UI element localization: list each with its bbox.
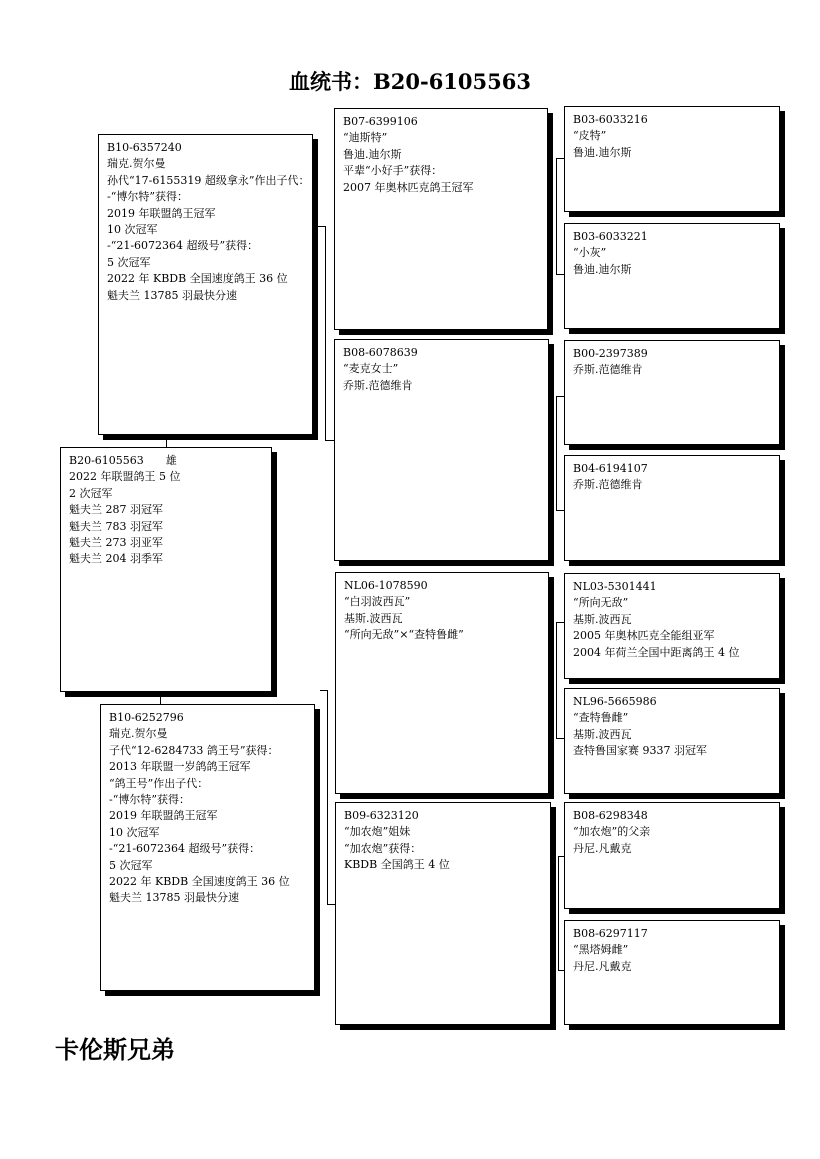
info-line: “加农炮”获得： <box>344 841 422 855</box>
info-line: 丹尼.凡戴克 <box>573 841 632 855</box>
info-line: 2005 年奥林匹克全能组亚军 <box>573 629 715 643</box>
info-line: -“21-6072364 超级号”获得： <box>109 842 261 856</box>
info-line: 2 次冠军 <box>69 486 113 500</box>
info-line: 查特鲁国家赛 9337 羽冠军 <box>573 744 707 758</box>
info-line: 鲁迪.迪尔斯 <box>343 147 402 161</box>
connector <box>327 904 335 905</box>
info-line: “黑塔姆雌” <box>573 943 629 957</box>
info-line: 2019 年联盟鸽王冠军 <box>109 809 218 823</box>
info-line: -“21-6072364 超级号”获得： <box>107 239 259 253</box>
info-line: 乔斯.范德维肯 <box>343 378 413 392</box>
info-line: “查特鲁雌” <box>573 711 629 725</box>
info-line: “迪斯特” <box>343 131 388 145</box>
ring-number: B00-2397389 <box>573 347 648 360</box>
info-line: 乔斯.范德维肯 <box>573 478 643 492</box>
connector <box>558 856 559 970</box>
connector <box>556 396 557 510</box>
info-line: KBDB 全国鸽王 4 位 <box>344 858 450 872</box>
ring-number: B10-6357240 <box>107 141 182 154</box>
great-grandparent-card <box>564 340 780 445</box>
sire-sire-card <box>334 108 548 330</box>
info-line: 5 次冠军 <box>109 858 153 872</box>
sire-card <box>98 134 313 435</box>
info-line: “所向无敌”×“查特鲁雌” <box>344 628 464 642</box>
connector <box>556 274 564 275</box>
info-line: 2019 年联盟鸽王冠军 <box>107 206 216 220</box>
info-line: 魁夫兰 13785 羽最快分速 <box>107 288 237 302</box>
great-grandparent-card <box>564 106 780 212</box>
connector <box>556 510 564 511</box>
info-line: “加农炮”的父亲 <box>573 825 651 839</box>
dam-card <box>100 704 315 991</box>
info-line: 2007 年奥林匹克鸽王冠军 <box>343 180 474 194</box>
great-grandparent-card <box>564 802 780 909</box>
ring-number: B20-6105563 雄 <box>69 454 177 467</box>
sire-dam-card <box>334 339 549 561</box>
info-line: 2022 年 KBDB 全国速度鸽王 36 位 <box>107 272 288 286</box>
info-line: 瑞克.贺尔曼 <box>107 157 166 171</box>
ring-number: B08-6078639 <box>343 346 418 359</box>
info-line: 平辈“小好手”获得： <box>343 164 443 178</box>
info-line: -“博尔特”获得： <box>109 793 190 807</box>
info-line: 基斯.波西瓦 <box>344 611 403 625</box>
info-line: 孙代“17-6155319 超级拿永”作出子代： <box>107 173 310 187</box>
ring-number: B03-6033221 <box>573 230 648 243</box>
great-grandparent-card <box>564 688 780 794</box>
info-line: 魁夫兰 287 羽冠军 <box>69 503 163 517</box>
page-title: 血统书：B20-6105563 <box>289 69 531 94</box>
info-line: 魁夫兰 204 羽季军 <box>69 552 163 566</box>
info-line: 鲁迪.迪尔斯 <box>573 145 632 159</box>
ring-number: B03-6033216 <box>573 113 648 126</box>
ring-number: B04-6194107 <box>573 462 648 475</box>
breeder-name: 卡伦斯兄弟 <box>55 1036 175 1064</box>
ring-number: B08-6297117 <box>573 927 648 940</box>
info-line: -“博尔特”获得： <box>107 190 188 204</box>
info-line: 鲁迪.迪尔斯 <box>573 262 632 276</box>
great-grandparent-card <box>564 223 780 329</box>
great-grandparent-card <box>564 920 780 1025</box>
info-line: 5 次冠军 <box>107 255 151 269</box>
info-line: 基斯.波西瓦 <box>573 612 632 626</box>
dam-dam-card <box>335 802 551 1025</box>
info-line: 10 次冠军 <box>109 825 160 839</box>
connector <box>556 622 564 623</box>
info-line: 魁夫兰 273 羽亚军 <box>69 536 163 550</box>
info-line: 丹尼.凡戴克 <box>573 959 632 973</box>
info-line: 瑞克.贺尔曼 <box>109 727 168 741</box>
info-line: “加农炮”姐妹 <box>344 825 411 839</box>
connector <box>556 158 564 159</box>
info-line: 魁夫兰 783 羽冠军 <box>69 519 163 533</box>
connector <box>556 738 564 739</box>
connector <box>327 690 328 904</box>
connector <box>556 396 564 397</box>
ring-number: B08-6298348 <box>573 809 648 822</box>
great-grandparent-card <box>564 573 780 679</box>
info-line: 2013 年联盟一岁鸽鸽王冠军 <box>109 760 251 774</box>
ring-number: B09-6323120 <box>344 809 419 822</box>
info-line: 基斯.波西瓦 <box>573 727 632 741</box>
info-line: “皮特” <box>573 129 607 143</box>
connector <box>556 622 557 738</box>
connector <box>556 158 557 274</box>
ring-number: NL03-5301441 <box>573 580 657 593</box>
info-line: “麦克女士” <box>343 362 399 376</box>
ring-number: B10-6252796 <box>109 711 184 724</box>
info-line: 魁夫兰 13785 羽最快分速 <box>109 891 239 905</box>
ring-number: B07-6399106 <box>343 115 418 128</box>
info-line: 10 次冠军 <box>107 223 158 237</box>
great-grandparent-card <box>564 455 780 561</box>
info-line: 乔斯.范德维肯 <box>573 363 643 377</box>
info-line: “白羽波西瓦” <box>344 595 411 609</box>
ring-number: NL96-5665986 <box>573 695 657 708</box>
ring-number: NL06-1078590 <box>344 579 428 592</box>
info-line: “鸽王号”作出子代： <box>109 776 209 790</box>
info-line: 2022 年联盟鸽王 5 位 <box>69 470 181 484</box>
info-line: 2004 年荷兰全国中距离鸽王 4 位 <box>573 645 740 659</box>
connector <box>325 226 326 440</box>
dam-sire-card <box>335 572 549 794</box>
info-line: 子代“12-6284733 鸽王号”获得： <box>109 743 279 757</box>
info-line: “所向无敌” <box>573 596 629 610</box>
subject-card <box>60 447 272 692</box>
info-line: 2022 年 KBDB 全国速度鸽王 36 位 <box>109 875 290 889</box>
info-line: “小灰” <box>573 246 607 260</box>
